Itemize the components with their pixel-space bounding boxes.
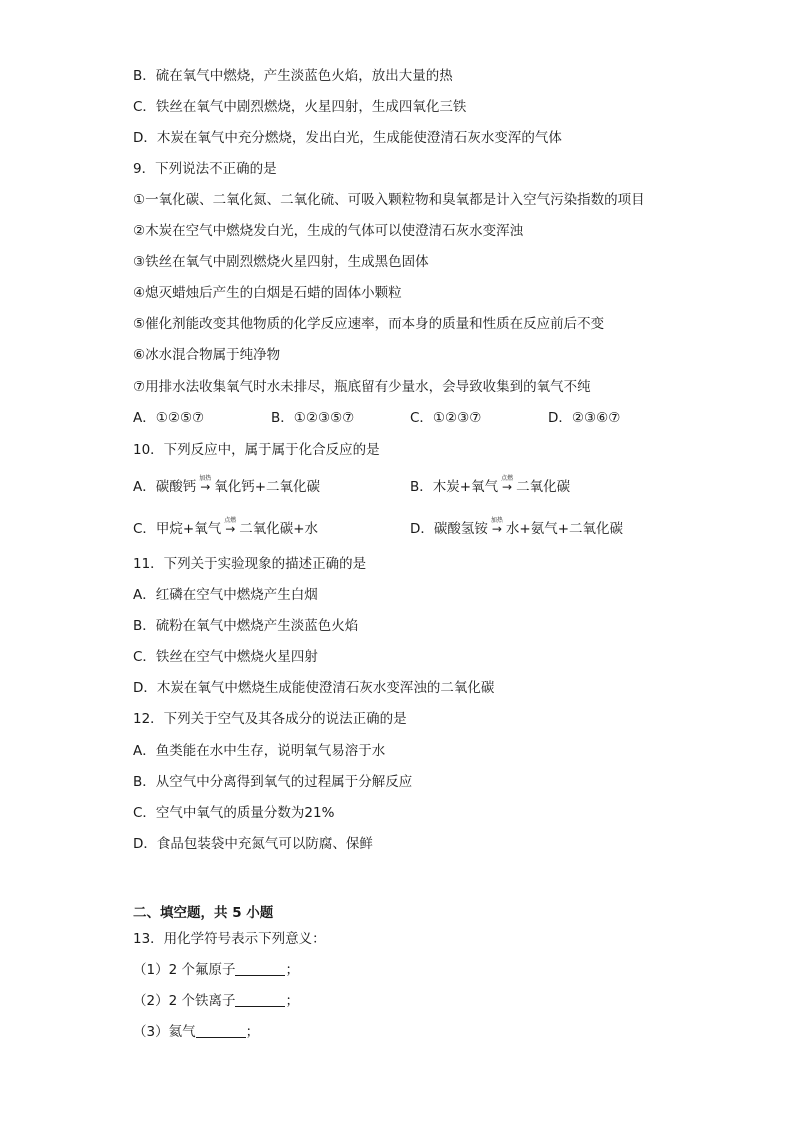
q11-option-c: C．铁丝在空气中燃烧火星四射 [133, 649, 318, 665]
part-label: （1）2 个氟原子 [133, 962, 236, 978]
product: 氧化钙+二氧化碳 [214, 479, 321, 495]
part-label: （3）氦气 [133, 1024, 196, 1040]
q13-stem: 13．用化学符号表示下列意义： [133, 931, 326, 947]
q12-stem: 12．下列关于空气及其各成分的说法正确的是 [133, 711, 407, 727]
reaction-arrow [499, 476, 515, 494]
q8-option-c: C．铁丝在氧气中剧烈燃烧，火星四射，生成四氧化三铁 [133, 99, 467, 115]
q12-option-b: B．从空气中分离得到氧气的过程属于分解反应 [133, 774, 413, 790]
arrow-icon: → [225, 522, 236, 536]
q9-option-c: C．①②③⑦ [410, 410, 482, 426]
q11-stem: 11．下列关于实验现象的描述正确的是 [133, 556, 367, 572]
answer-blank[interactable] [235, 961, 285, 976]
q9-option-b: B．①②③⑤⑦ [271, 410, 355, 426]
answer-blank[interactable] [235, 992, 285, 1007]
section-heading: 二、填空题，共 5 小题 [133, 905, 274, 921]
answer-blank[interactable] [196, 1023, 246, 1038]
reaction-condition: 点燃 [224, 517, 237, 524]
product: 二氧化碳 [516, 479, 571, 495]
product: 水+氨气+二氧化碳 [505, 521, 624, 537]
punctuation: ； [245, 1024, 260, 1040]
product: 二氧化碳+水 [239, 521, 319, 537]
q10-option-c [133, 518, 318, 539]
q10-option-d [410, 518, 623, 539]
q12-option-d: D．食品包装袋中充氮气可以防腐、保鲜 [133, 836, 373, 852]
arrow-icon: → [200, 480, 211, 494]
reactant: C．甲烷+氧气 [133, 521, 222, 537]
q9-option-d: D．②③⑥⑦ [548, 410, 621, 426]
q12-option-a: A．鱼类能在水中生存，说明氧气易溶于水 [133, 743, 386, 759]
q11-option-b: B．硫粉在氧气中燃烧产生淡蓝色火焰 [133, 618, 359, 634]
q11-option-d: D．木炭在氧气中燃烧生成能使澄清石灰水变浑浊的二氧化碳 [133, 680, 495, 696]
q9-statement-5: ⑤催化剂能改变其他物质的化学反应速率，而本身的质量和性质在反应前后不变 [133, 316, 605, 332]
q9-statement-6: ⑥冰水混合物属于纯净物 [133, 347, 281, 363]
q10-option-b [410, 476, 570, 497]
part-label: （2）2 个铁离子 [133, 993, 236, 1009]
reaction-condition: 加热 [490, 517, 503, 524]
q9-statement-1: ①一氧化碳、二氧化氮、二氧化硫、可吸入颗粒物和臭氧都是计入空气污染指数的项目 [133, 192, 645, 208]
q9-stem: 9．下列说法不正确的是 [133, 161, 277, 177]
q13-part-2 [133, 991, 299, 1011]
q13-part-3 [133, 1022, 259, 1042]
q9-statement-7: ⑦用排水法收集氧气时水未排尽，瓶底留有少量水，会导致收集到的氧气不纯 [133, 379, 591, 395]
reaction-arrow [222, 518, 238, 536]
arrow-icon: → [491, 522, 502, 536]
reactant: B．木炭+氧气 [410, 479, 499, 495]
q9-statement-2: ②木炭在空气中燃烧发白光，生成的气体可以使澄清石灰水变浑浊 [133, 223, 524, 239]
q8-option-b: B．硫在氧气中燃烧，产生淡蓝色火焰，放出大量的热 [133, 68, 453, 84]
punctuation: ； [285, 962, 299, 978]
q9-option-a: A．①②⑤⑦ [133, 410, 205, 426]
reaction-arrow [197, 476, 213, 494]
q9-statement-4: ④熄灭蜡烛后产生的白烟是石蜡的固体小颗粒 [133, 285, 402, 301]
q13-part-1 [133, 960, 299, 980]
q10-option-a [133, 476, 320, 497]
reactant: A．碳酸钙 [133, 479, 197, 495]
q9-statement-3: ③铁丝在氧气中剧烈燃烧火星四射，生成黑色固体 [133, 254, 429, 270]
reactant: D．碳酸氢铵 [410, 521, 488, 537]
punctuation: ； [285, 993, 299, 1009]
q10-stem: 10．下列反应中，属于属于化合反应的是 [133, 442, 380, 458]
q12-option-c: C．空气中氧气的质量分数为21% [133, 805, 335, 821]
reaction-condition: 点燃 [501, 475, 514, 482]
q8-option-d: D．木炭在氧气中充分燃烧，发出白光，生成能使澄清石灰水变浑的气体 [133, 130, 562, 146]
q11-option-a: A．红磷在空气中燃烧产生白烟 [133, 587, 318, 603]
reaction-arrow [489, 518, 505, 536]
reaction-condition: 加热 [199, 475, 212, 482]
arrow-icon: → [502, 480, 513, 494]
